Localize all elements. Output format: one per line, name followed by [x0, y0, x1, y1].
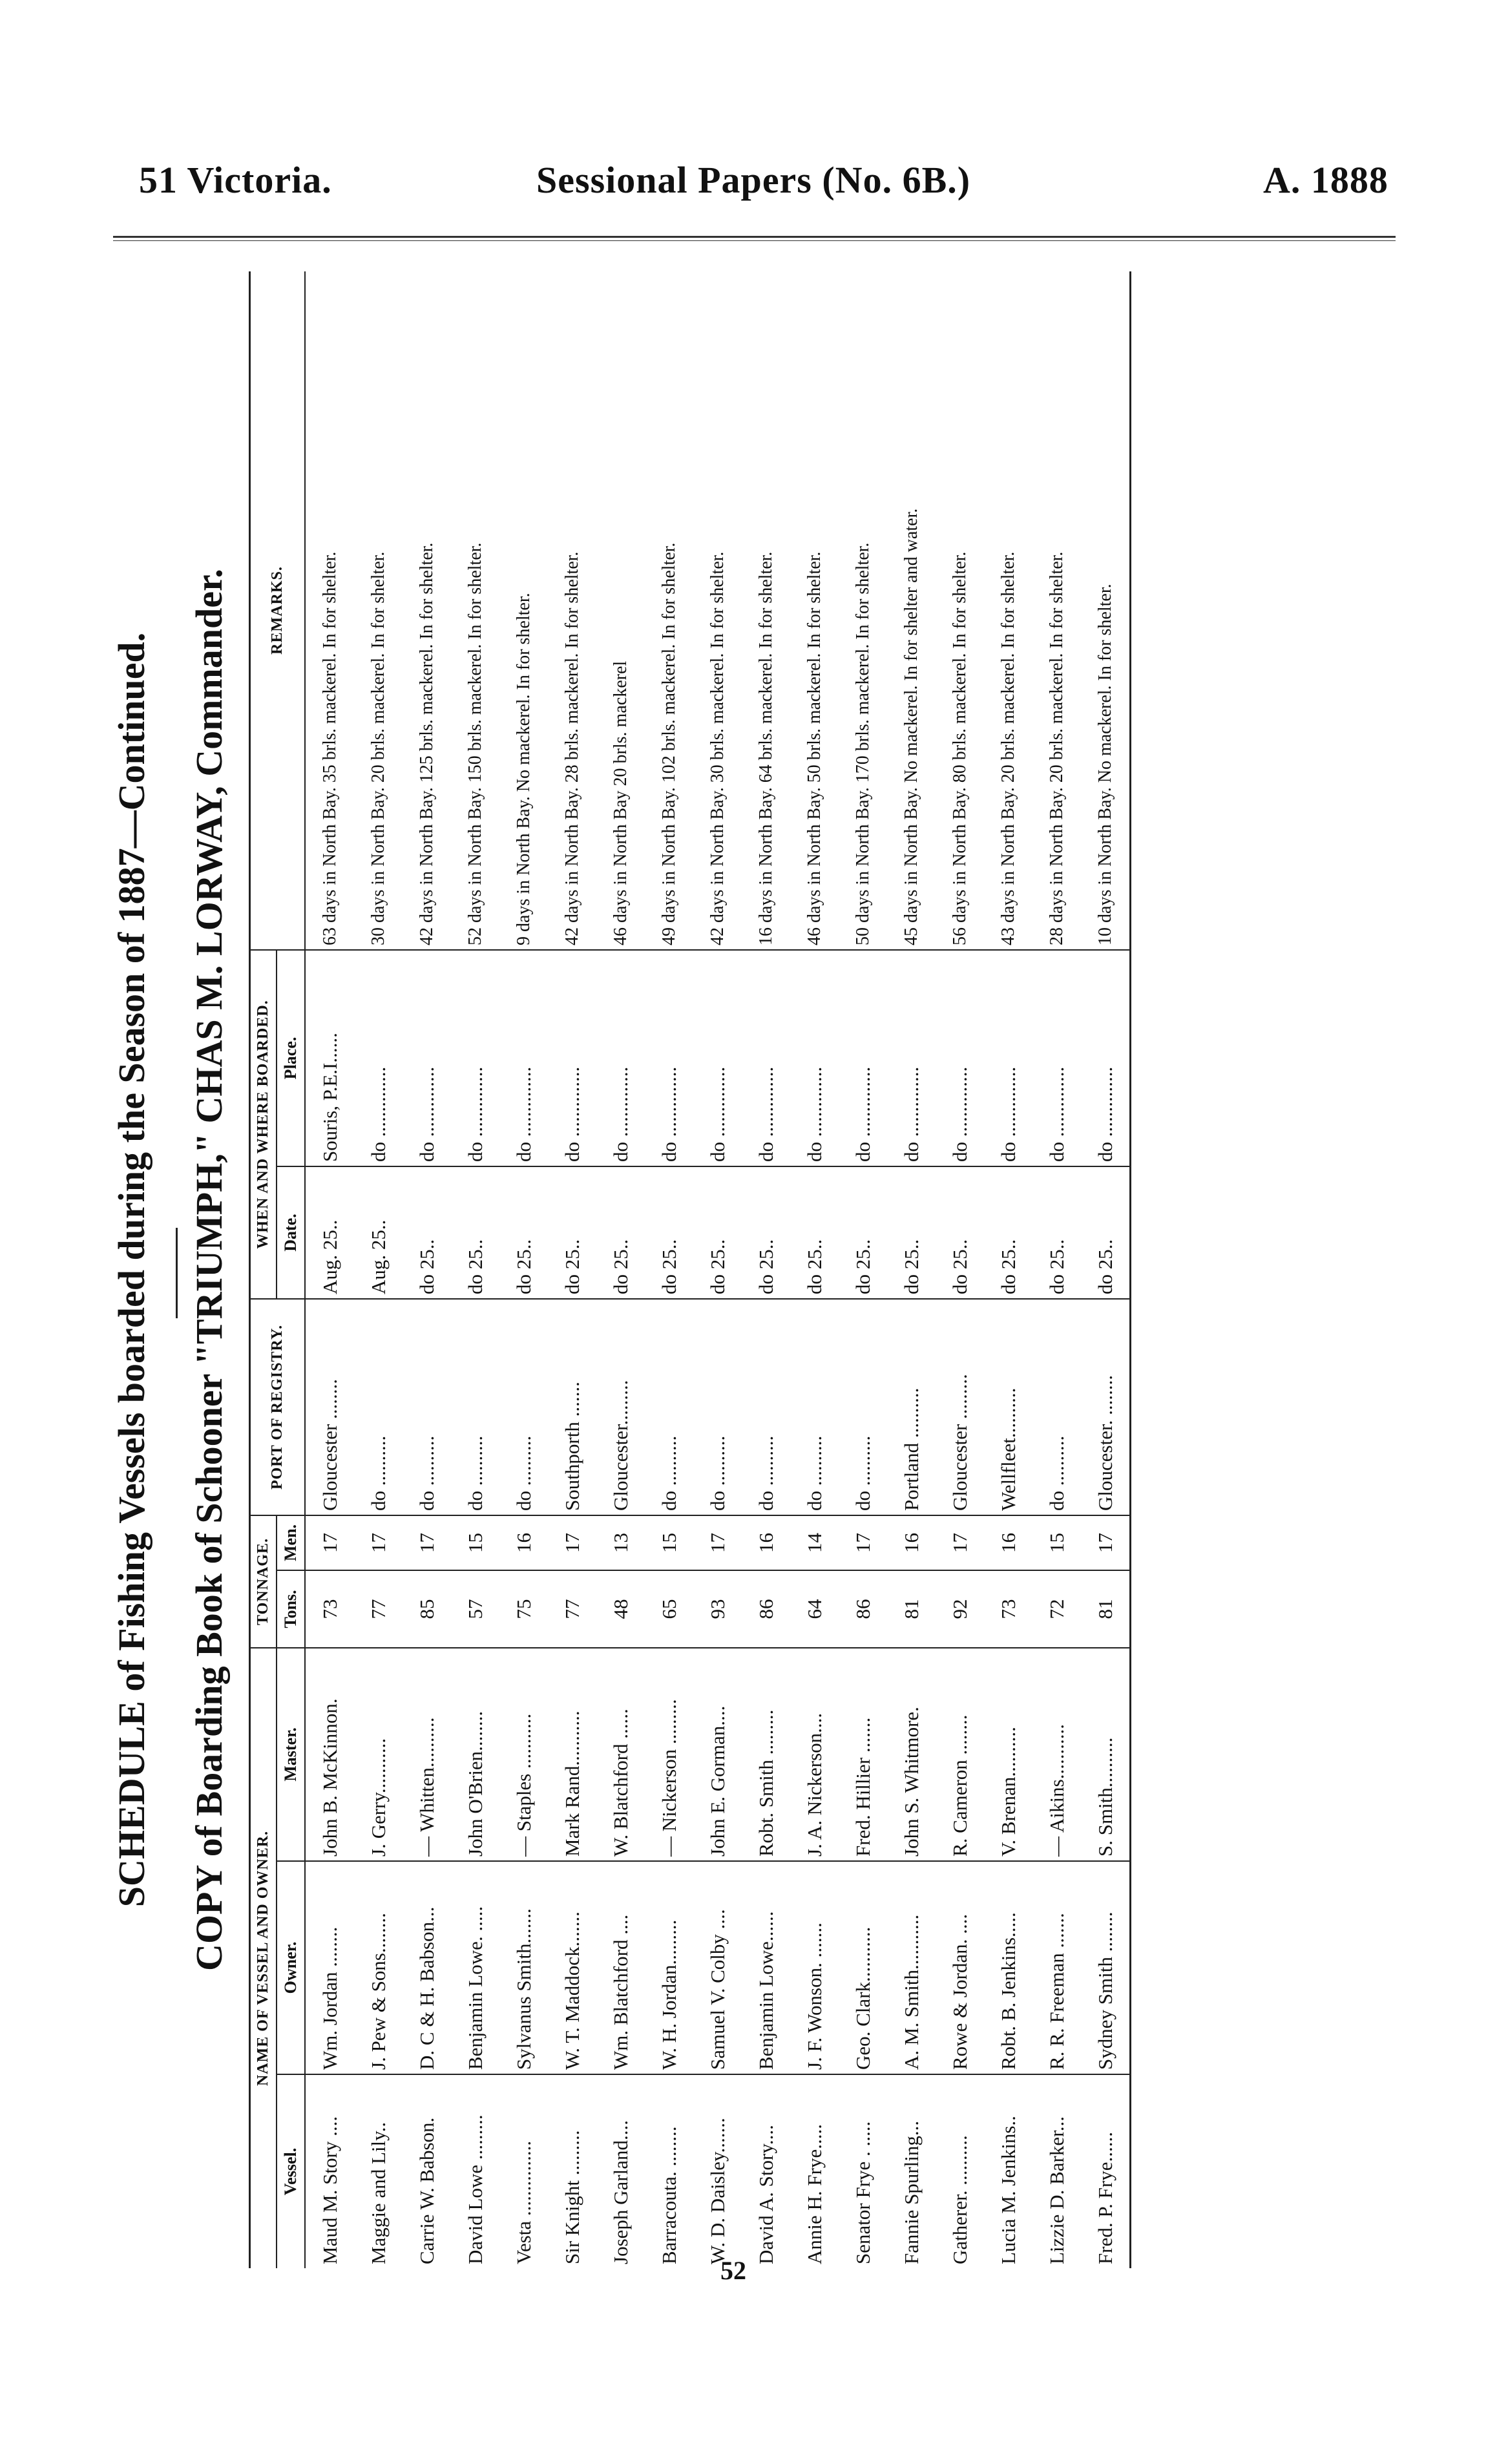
cell-port: Portland ..........: [887, 1299, 936, 1515]
cell-remarks: 42 days in North Bay. 125 brls. mackerel. In for shelter.: [403, 271, 451, 950]
cell-date: do 25..: [645, 1166, 693, 1299]
cell-master: J. A. Nickerson....: [790, 1648, 839, 1861]
cell-port: do ..........: [354, 1299, 403, 1515]
cell-remarks: 63 days in North Bay. 35 brls. mackerel. In for shelter.: [305, 271, 354, 950]
cell-remarks: 10 days in North Bay. No mackerel. In for shelter.: [1081, 271, 1131, 950]
cell-tons: 92: [936, 1570, 984, 1648]
cell-place: Souris, P.E.I......: [305, 950, 354, 1166]
cell-owner: J. F. Wonson. .......: [790, 1861, 839, 2074]
cell-master: Fred. Hillier .......: [839, 1648, 887, 1861]
page-number: 52: [720, 2256, 746, 2285]
cell-remarks: 46 days in North Bay. 50 brls. mackerel. In for shelter.: [790, 271, 839, 950]
cell-date: do 25..: [742, 1166, 790, 1299]
cell-place: do ..............: [984, 950, 1032, 1166]
cell-men: 16: [499, 1515, 548, 1570]
table-row: [499, 271, 548, 2268]
cell-owner: W. H. Jordan.........: [645, 1861, 693, 2074]
cell-remarks: 45 days in North Bay. No mackerel. In for shelter and water.: [887, 271, 936, 950]
cell-port: do ..........: [451, 1299, 499, 1515]
cell-port: do ..........: [499, 1299, 548, 1515]
column-header-vessel: Vessel.: [277, 2074, 305, 2268]
table-row: [1032, 271, 1081, 2268]
cell-tons: 73: [305, 1570, 354, 1648]
cell-owner: D. C & H. Babson...: [403, 1861, 451, 2074]
cell-master: John B. McKinnon.: [305, 1648, 354, 1861]
cell-tons: 73: [984, 1570, 1032, 1648]
cell-remarks: 46 days in North Bay 20 brls. mackerel: [596, 271, 645, 950]
cell-vessel: Joseph Garland....: [609, 2120, 632, 2264]
cell-owner: Wm. Jordan ........: [305, 1861, 354, 2074]
cell-date: do 25..: [1081, 1166, 1131, 1299]
cell-port: do ..........: [645, 1299, 693, 1515]
title-separator: [176, 1228, 178, 1318]
cell-master: John S. Whitmore.: [887, 1648, 936, 1861]
header-rule: [113, 236, 1396, 238]
cell-master: J. Gerry...........: [354, 1648, 403, 1861]
cell-remarks: 42 days in North Bay. 30 brls. mackerel. In for shelter.: [693, 271, 742, 950]
cell-tons: 86: [839, 1570, 887, 1648]
cell-men: 15: [1032, 1515, 1081, 1570]
cell-place: do ..............: [548, 950, 596, 1166]
cell-vessel: Fannie Spurling...: [899, 2120, 923, 2264]
cell-date: do 25..: [790, 1166, 839, 1299]
cell-port: Gloucester. ........: [1081, 1299, 1131, 1515]
cell-date: do 25..: [693, 1166, 742, 1299]
cell-remarks: 56 days in North Bay. 80 brls. mackerel. In for shelter.: [936, 271, 984, 950]
cell-port: do ..........: [693, 1299, 742, 1515]
cell-date: do 25..: [887, 1166, 936, 1299]
cell-tons: 77: [548, 1570, 596, 1648]
cell-vessel: Senator Frye . .....: [851, 2121, 874, 2264]
cell-tons: 48: [596, 1570, 645, 1648]
cell-vessel: Lizzie D. Barker...: [1045, 2116, 1068, 2264]
cell-date: do 25..: [499, 1166, 548, 1299]
cell-place: do ..............: [742, 950, 790, 1166]
cell-men: 17: [403, 1515, 451, 1570]
cell-men: 17: [936, 1515, 984, 1570]
cell-vessel: Annie H. Frye.....: [802, 2124, 826, 2264]
cell-remarks: 28 days in North Bay. 20 brls. mackerel. In for shelter.: [1032, 271, 1081, 950]
cell-date: do 25..: [1032, 1166, 1081, 1299]
cell-tons: 85: [403, 1570, 451, 1648]
cell-vessel: Vesta ...............: [512, 2140, 535, 2264]
cell-port: do ..........: [790, 1299, 839, 1515]
cell-tons: 81: [1081, 1570, 1131, 1648]
cell-port: Wellfleet..........: [984, 1299, 1032, 1515]
cell-place: do ..............: [887, 950, 936, 1166]
cell-vessel: Gatherer. ..........: [948, 2135, 971, 2264]
cell-master: R. Cameron ........: [936, 1648, 984, 1861]
vessel-table-body: [305, 271, 1131, 2268]
cell-vessel: David A. Story....: [754, 2125, 777, 2264]
cell-date: do 25..: [548, 1166, 596, 1299]
cell-vessel: Maggie and Lily..: [366, 2122, 390, 2264]
cell-place: do ..............: [354, 950, 403, 1166]
column-header-tons: Tons.: [277, 1570, 305, 1648]
cell-place: do ..............: [451, 950, 499, 1166]
cell-men: 16: [984, 1515, 1032, 1570]
cell-remarks: 9 days in North Bay. No mackerel. In for shelter.: [499, 271, 548, 950]
cell-tons: 75: [499, 1570, 548, 1648]
cell-remarks: 42 days in North Bay. 28 brls. mackerel. In for shelter.: [548, 271, 596, 950]
cell-men: 16: [887, 1515, 936, 1570]
cell-port: do ..........: [403, 1299, 451, 1515]
cell-port: Southporth .......: [548, 1299, 596, 1515]
cell-remarks: 49 days in North Bay. 102 brls. mackerel. In for shelter.: [645, 271, 693, 950]
cell-place: do ..............: [1081, 950, 1131, 1166]
table-row: [305, 271, 354, 2268]
cell-vessel: W. D. Daisley.......: [706, 2118, 729, 2264]
column-header-owner: Owner.: [277, 1861, 305, 2074]
cell-owner: Samuel V. Colby ....: [693, 1861, 742, 2074]
cell-place: do ..............: [693, 950, 742, 1166]
cell-vessel: Fred. P. Frye......: [1093, 2132, 1116, 2264]
cell-master: John O'Brien........: [451, 1648, 499, 1861]
cell-men: 17: [305, 1515, 354, 1570]
cell-master: S. Smith..........: [1081, 1648, 1131, 1861]
table-row: [596, 271, 645, 2268]
cell-date: do 25..: [596, 1166, 645, 1299]
schedule-title: SCHEDULE of Fishing Vessels boarded during the Season of 1887—Continued.: [110, 632, 152, 1908]
cell-date: do 25..: [984, 1166, 1032, 1299]
cell-place: do ..............: [936, 950, 984, 1166]
cell-men: 17: [1081, 1515, 1131, 1570]
header-session: 51 Victoria.: [139, 159, 332, 201]
cell-owner: J. Pew & Sons........: [354, 1861, 403, 2074]
table-row: [354, 271, 403, 2268]
vessel-table: [249, 271, 1131, 2268]
cell-port: Gloucester.........: [596, 1299, 645, 1515]
table-row: [403, 271, 451, 2268]
cell-men: 17: [354, 1515, 403, 1570]
cell-place: do ..............: [1032, 950, 1081, 1166]
table-row: [790, 271, 839, 2268]
cell-date: do 25..: [936, 1166, 984, 1299]
cell-remarks: 50 days in North Bay. 170 brls. mackerel. In for shelter.: [839, 271, 887, 950]
cell-port: Gloucester .........: [936, 1299, 984, 1515]
group-header-name: NAME OF VESSEL AND OWNER.: [250, 1648, 277, 2268]
cell-master: — Aikins...........: [1032, 1648, 1081, 1861]
cell-place: do ..............: [596, 950, 645, 1166]
cell-owner: Wm. Blatchford ....: [596, 1861, 645, 2074]
table-row: [742, 271, 790, 2268]
cell-tons: 64: [790, 1570, 839, 1648]
cell-master: Robt. Smith .........: [742, 1648, 790, 1861]
cell-vessel: Carrie W. Babson.: [415, 2117, 438, 2264]
cell-date: do 25..: [839, 1166, 887, 1299]
cell-port: do ..........: [1032, 1299, 1081, 1515]
column-header-master: Master.: [277, 1648, 305, 1861]
cell-place: do ..............: [403, 950, 451, 1166]
cell-men: 13: [596, 1515, 645, 1570]
cell-master: — Whitten..........: [403, 1648, 451, 1861]
cell-men: 17: [839, 1515, 887, 1570]
table-row: [645, 271, 693, 2268]
cell-owner: Sylvanus Smith.......: [499, 1861, 548, 2074]
cell-port: Gloucester ........: [305, 1299, 354, 1515]
cell-date: Aug. 25..: [305, 1166, 354, 1299]
rotated-schedule: [110, 271, 1389, 2268]
group-header-port: PORT OF REGISTRY.: [250, 1299, 306, 1515]
schedule-subtitle: COPY of Boarding Book of Schooner "TRIUMPH," CHAS M. LORWAY, Commander.: [188, 569, 230, 1971]
table-row: [936, 271, 984, 2268]
cell-master: John E. Gorman....: [693, 1648, 742, 1861]
cell-tons: 86: [742, 1570, 790, 1648]
cell-tons: 57: [451, 1570, 499, 1648]
cell-date: Aug. 25..: [354, 1166, 403, 1299]
cell-tons: 65: [645, 1570, 693, 1648]
cell-vessel: Maud M. Story ....: [318, 2116, 341, 2264]
group-header-remarks: REMARKS.: [250, 271, 306, 950]
cell-owner: Rowe & Jordan. ....: [936, 1861, 984, 2074]
cell-tons: 93: [693, 1570, 742, 1648]
cell-tons: 72: [1032, 1570, 1081, 1648]
header-year: A. 1888: [1263, 159, 1388, 201]
cell-place: do ..............: [790, 950, 839, 1166]
cell-master: W. Blatchford ......: [596, 1648, 645, 1861]
cell-tons: 81: [887, 1570, 936, 1648]
table-row: [1081, 271, 1131, 2268]
cell-men: 14: [790, 1515, 839, 1570]
cell-owner: Benjamin Lowe......: [742, 1861, 790, 2074]
group-header-tonnage: TONNAGE.: [250, 1515, 277, 1648]
cell-date: do 25..: [451, 1166, 499, 1299]
cell-remarks: 52 days in North Bay. 150 brls. mackerel. In for shelter.: [451, 271, 499, 950]
cell-master: Mark Rand...........: [548, 1648, 596, 1861]
cell-owner: A. M. Smith...........: [887, 1861, 936, 2074]
table-row: [984, 271, 1032, 2268]
table-row: [693, 271, 742, 2268]
header-rule-thin: [113, 240, 1396, 241]
cell-owner: R. R. Freeman .......: [1032, 1861, 1081, 2074]
cell-master: V. Brenan..........: [984, 1648, 1032, 1861]
header-sessional-papers: Sessional Papers (No. 6B.): [536, 159, 971, 201]
cell-owner: Benjamin Lowe. .....: [451, 1861, 499, 2074]
cell-remarks: 30 days in North Bay. 20 brls. mackerel. In for shelter.: [354, 271, 403, 950]
cell-place: do ..............: [499, 950, 548, 1166]
cell-owner: Robt. B. Jenkins.....: [984, 1861, 1032, 2074]
table-row: [548, 271, 596, 2268]
cell-men: 17: [693, 1515, 742, 1570]
cell-owner: Geo. Clark...........: [839, 1861, 887, 2074]
cell-port: do ..........: [839, 1299, 887, 1515]
column-header-men: Men.: [277, 1515, 305, 1570]
cell-date: do 25..: [403, 1166, 451, 1299]
cell-place: do ..............: [645, 950, 693, 1166]
cell-remarks: 43 days in North Bay. 20 brls. mackerel. In for shelter.: [984, 271, 1032, 950]
table-row: [887, 271, 936, 2268]
cell-men: 16: [742, 1515, 790, 1570]
table-row: [451, 271, 499, 2268]
column-header-date: Date.: [277, 1166, 305, 1299]
cell-men: 15: [645, 1515, 693, 1570]
cell-remarks: 16 days in North Bay. 64 brls. mackerel. In for shelter.: [742, 271, 790, 950]
cell-port: do ..........: [742, 1299, 790, 1515]
cell-owner: Sydney Smith ........: [1081, 1861, 1131, 2074]
column-header-place: Place.: [277, 950, 305, 1166]
cell-place: do ..............: [839, 950, 887, 1166]
cell-master: — Staples ...........: [499, 1648, 548, 1861]
cell-men: 15: [451, 1515, 499, 1570]
cell-vessel: Barracouta. ........: [657, 2126, 680, 2264]
cell-vessel: David Lowe .........: [463, 2114, 487, 2264]
cell-vessel: Lucia M. Jenkins..: [996, 2116, 1020, 2264]
table-row: [839, 271, 887, 2268]
cell-tons: 77: [354, 1570, 403, 1648]
cell-master: — Nickerson .........: [645, 1648, 693, 1861]
cell-vessel: Sir Knight .........: [560, 2130, 583, 2264]
cell-men: 17: [548, 1515, 596, 1570]
cell-owner: W. T. Maddock.......: [548, 1861, 596, 2074]
group-header-when-where: WHEN AND WHERE BOARDED.: [250, 950, 277, 1299]
